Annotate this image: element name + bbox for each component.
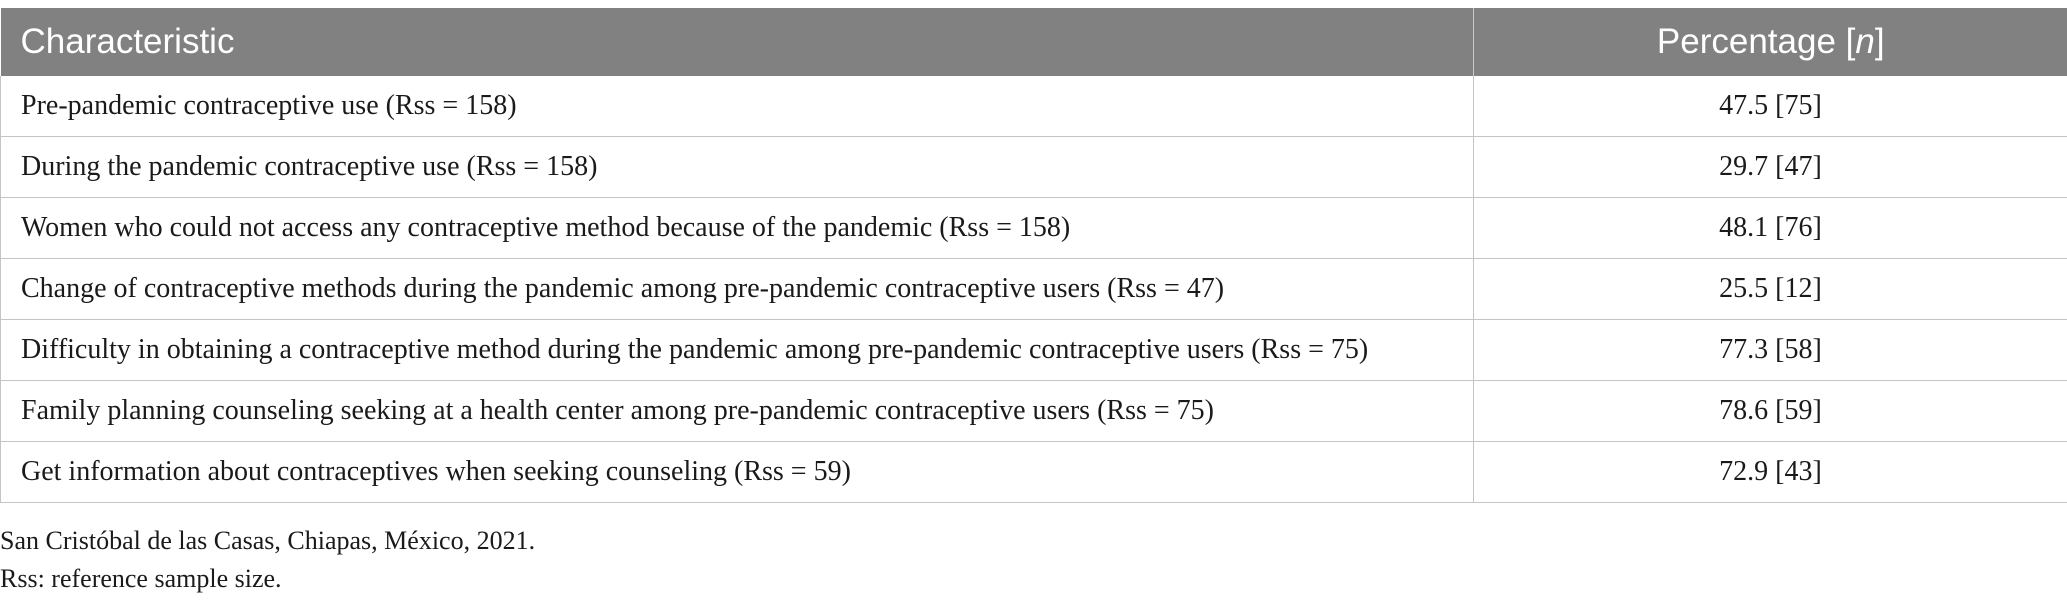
row-percentage: 48.1 [76] xyxy=(1474,198,2067,259)
row-characteristic: During the pandemic contraceptive use (Rss = 158) xyxy=(1,137,1474,198)
row-characteristic: Pre-pandemic contraceptive use (Rss = 158) xyxy=(1,76,1474,137)
table-row xyxy=(1,442,2067,503)
row-percentage: 47.5 [75] xyxy=(1474,76,2067,137)
contraceptive-use-table xyxy=(0,8,2067,503)
header-percentage-suffix: ] xyxy=(1874,22,1885,61)
header-percentage-prefix: Percentage [ xyxy=(1656,22,1856,61)
row-characteristic: Get information about contraceptives when seeking counseling (Rss = 59) xyxy=(1,442,1474,503)
table-header xyxy=(1,8,2067,76)
header-row xyxy=(1,8,2067,76)
data-table-container xyxy=(0,8,2067,503)
footnote-location: San Cristóbal de las Casas, Chiapas, México, 2021. xyxy=(0,526,536,555)
row-percentage: 29.7 [47] xyxy=(1474,137,2067,198)
row-characteristic: Difficulty in obtaining a contraceptive method during the pandemic among pre-pandemic contraceptive users (Rss = 75) xyxy=(1,320,1474,381)
row-characteristic: Women who could not access any contraceptive method because of the pandemic (Rss = 158) xyxy=(1,198,1474,259)
table-body xyxy=(1,76,2067,503)
row-characteristic: Change of contraceptive methods during the pandemic among pre-pandemic contraceptive users (Rss = 47) xyxy=(1,259,1474,320)
row-percentage: 72.9 [43] xyxy=(1474,442,2067,503)
table-row xyxy=(1,137,2067,198)
header-percentage xyxy=(1474,8,2067,76)
row-characteristic: Family planning counseling seeking at a health center among pre-pandemic contraceptive users (Rss = 75) xyxy=(1,381,1474,442)
table-footnotes xyxy=(0,522,535,598)
row-percentage: 77.3 [58] xyxy=(1474,320,2067,381)
table-row xyxy=(1,76,2067,137)
table-row xyxy=(1,198,2067,259)
header-percentage-n: n xyxy=(1855,22,1875,61)
row-percentage: 78.6 [59] xyxy=(1474,381,2067,442)
table-row xyxy=(1,381,2067,442)
table-row xyxy=(1,320,2067,381)
header-characteristic: Characteristic xyxy=(1,8,1474,76)
table-row xyxy=(1,259,2067,320)
footnote-rss-definition: Rss: reference sample size. xyxy=(0,564,282,593)
row-percentage: 25.5 [12] xyxy=(1474,259,2067,320)
